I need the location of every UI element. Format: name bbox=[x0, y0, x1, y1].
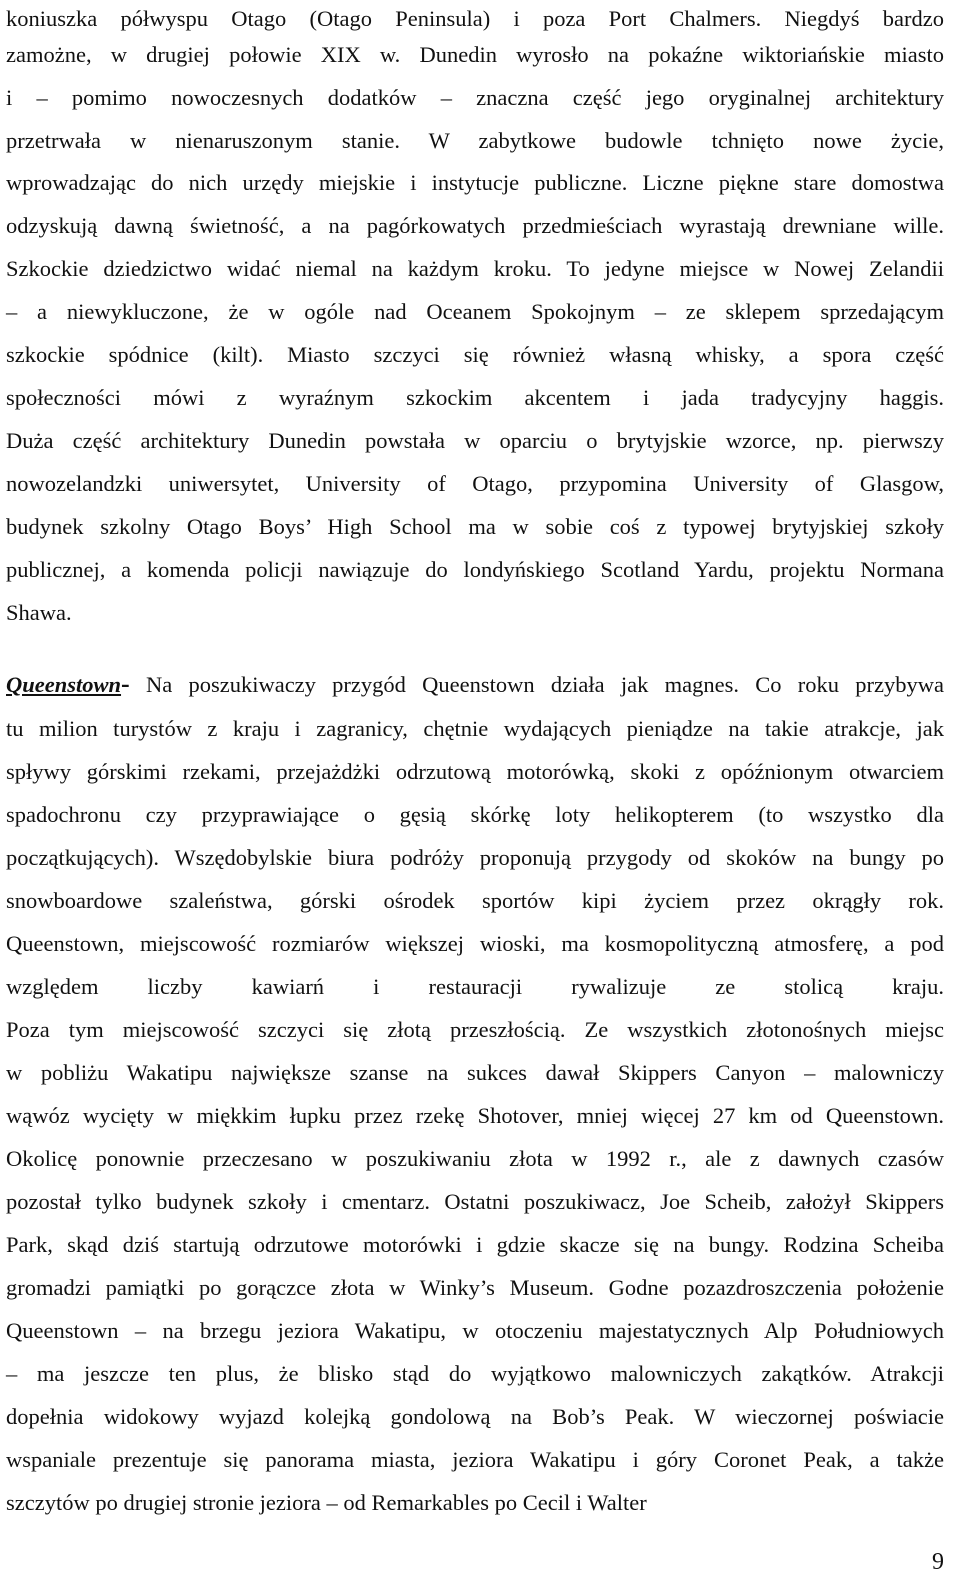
text-line: – ma jeszcze ten plus, że blisko stąd do wyjątkowo malowniczych zakątków. Atrakcji bbox=[6, 1361, 944, 1386]
text-line: spadochronu czy przyprawiające o gęsią skórkę loty helikopterem (to wszystko dla bbox=[6, 802, 944, 827]
text-line: wprowadzając do nich urzędy miejskie i instytucje publiczne. Liczne piękne stare domostwa bbox=[6, 170, 944, 195]
text-line: tu milion turystów z kraju i zagranicy, chętnie wydających pieniądze na takie atrakcje, jak bbox=[6, 716, 944, 741]
text-line: dopełnia widokowy wyjazd kolejką gondolową na Bob’s Peak. W wieczornej poświacie bbox=[6, 1404, 944, 1429]
heading-line bbox=[6, 668, 944, 700]
text-line: wąwóz wycięty w miękkim łupku przez rzekę Shotover, mniej więcej 27 km od Queenstown. bbox=[6, 1103, 944, 1128]
text-line: Poza tym miejscowość szczyci się złotą przeszłością. Ze wszystkich złotonośnych miejsc bbox=[6, 1017, 944, 1042]
text-line: szczytów po drugiej stronie jeziora – od Remarkables po Cecil i Walter bbox=[6, 1490, 647, 1515]
text-line: publicznej, a komenda policji nawiązuje do londyńskiego Scotland Yardu, projektu Normana bbox=[6, 557, 944, 582]
text-line: i – pomimo nowoczesnych dodatków – znaczna część jego oryginalnej architektury bbox=[6, 85, 944, 110]
text-line: koniuszka półwyspu Otago (Otago Peninsula) i poza Port Chalmers. Niegdyś bardzo bbox=[6, 6, 944, 31]
text-line: pozostał tylko budynek szkoły i cmentarz. Ostatni poszukiwacz, Joe Scheib, założył Skippers bbox=[6, 1189, 944, 1214]
text-line: gromadzi pamiątki po gorączce złota w Winky’s Museum. Godne pozazdroszczenia położenie bbox=[6, 1275, 944, 1300]
text-line: spływy górskimi rzekami, przejażdżki odrzutową motorówką, skoki z opóźnionym otwarciem bbox=[6, 759, 944, 784]
heading-dash: - bbox=[121, 669, 130, 698]
text-line: Okolicę ponownie przeczesano w poszukiwaniu złota w 1992 r., ale z dawnych czasów bbox=[6, 1146, 944, 1171]
heading-line-text: Na poszukiwaczy przygód Queenstown działa jak magnes. Co roku przybywa bbox=[129, 672, 944, 697]
text-line: Queenstown, miejscowość rozmiarów większej wioski, ma kosmopolityczną atmosferę, a pod bbox=[6, 931, 944, 956]
text-line: – a niewykluczone, że w ogóle nad Oceanem Spokojnym – ze sklepem sprzedającym bbox=[6, 299, 944, 324]
text-line: szkockie spódnice (kilt). Miasto szczyci się również własną whisky, a spora część bbox=[6, 342, 944, 367]
text-line: nowozelandzki uniwersytet, University of Otago, przypomina University of Glasgow, bbox=[6, 471, 944, 496]
text-line: przetrwała w nienaruszonym stanie. W zabytkowe budowle tchnięto nowe życie, bbox=[6, 128, 944, 153]
section-heading-queenstown: Queenstown bbox=[6, 672, 122, 697]
text-line: społeczności mówi z wyraźnym szkockim akcentem i jada tradycyjny haggis. bbox=[6, 385, 944, 410]
text-line: wspaniale prezentuje się panorama miasta, jeziora Wakatipu i góry Coronet Peak, a także bbox=[6, 1447, 944, 1472]
text-line: odzyskują dawną świetność, a na pagórkowatych przedmieściach wyrastają drewniane wille. bbox=[6, 213, 944, 238]
text-line: Shawa. bbox=[6, 600, 72, 625]
page-number: 9 bbox=[932, 1549, 944, 1575]
text-line: Park, skąd dziś startują odrzutowe motorówki i gdzie skacze się na bungy. Rodzina Scheiba bbox=[6, 1232, 944, 1257]
text-line: Queenstown – na brzegu jeziora Wakatipu, w otoczeniu majestatycznych Alp Południowych bbox=[6, 1318, 944, 1343]
text-line: zamożne, w drugiej połowie XIX w. Dunedin wyrosło na pokaźne wiktoriańskie miasto bbox=[6, 42, 944, 67]
text-line: Szkockie dziedzictwo widać niemal na każdym kroku. To jedyne miejsce w Nowej Zelandii bbox=[6, 256, 944, 281]
text-line: początkujących). Wszędobylskie biura podróży proponują przygody od skoków na bungy po bbox=[6, 845, 944, 870]
text-line: Duża część architektury Dunedin powstała w oparciu o brytyjskie wzorce, np. pierwszy bbox=[6, 428, 944, 453]
text-line: w pobliżu Wakatipu największe szanse na sukces dawał Skippers Canyon – malowniczy bbox=[6, 1060, 944, 1085]
text-line: snowboardowe szaleństwa, górski ośrodek sportów kipi życiem przez okrągły rok. bbox=[6, 888, 944, 913]
text-line: względem liczby kawiarń i restauracji rywalizuje ze stolicą kraju. bbox=[6, 974, 944, 999]
text-line: budynek szkolny Otago Boys’ High School ma w sobie coś z typowej brytyjskiej szkoły bbox=[6, 514, 944, 539]
